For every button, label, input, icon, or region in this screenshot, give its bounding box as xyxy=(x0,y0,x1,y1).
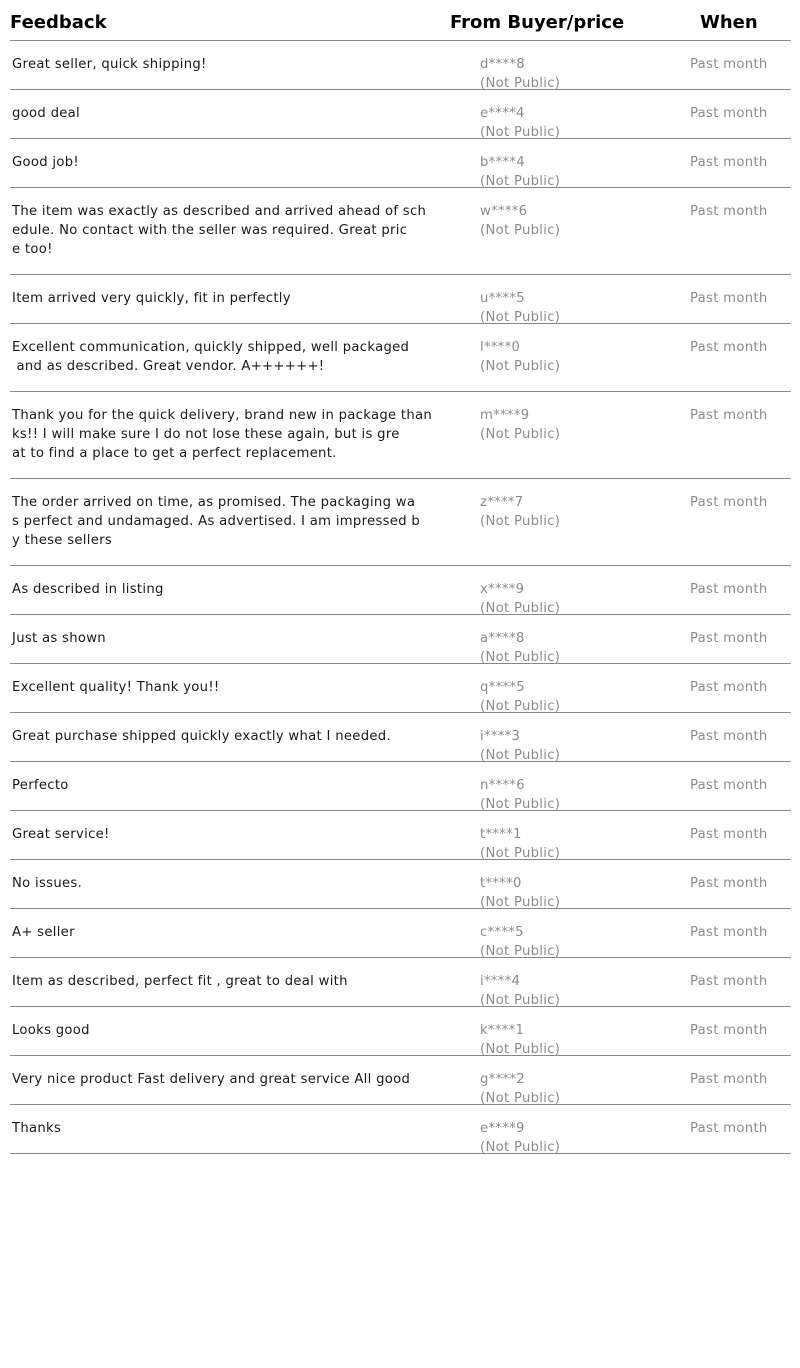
feedback-when: Past month xyxy=(690,680,768,695)
feedback-when: Past month xyxy=(690,1072,768,1087)
price-visibility: (Not Public) xyxy=(480,650,561,665)
table-row xyxy=(10,762,791,811)
feedback-when: Past month xyxy=(690,155,768,170)
feedback-comment: A+ seller xyxy=(12,925,75,940)
column-header-buyer: From Buyer/price xyxy=(450,12,625,33)
column-header-when: When xyxy=(700,12,758,33)
feedback-comment: Excellent quality! Thank you!! xyxy=(12,680,220,695)
price-visibility: (Not Public) xyxy=(480,895,561,910)
table-row xyxy=(10,664,791,713)
table-row xyxy=(10,1105,791,1154)
price-visibility: (Not Public) xyxy=(480,223,561,238)
buyer-name: x****9 xyxy=(480,582,525,597)
feedback-comment: No issues. xyxy=(12,876,83,891)
table-row xyxy=(10,324,791,392)
price-visibility: (Not Public) xyxy=(480,1042,561,1057)
feedback-comment: Good job! xyxy=(12,155,80,170)
table-row xyxy=(10,958,791,1007)
feedback-when: Past month xyxy=(690,876,768,891)
buyer-name: i****3 xyxy=(480,729,521,744)
buyer-cell xyxy=(480,338,560,376)
price-visibility: (Not Public) xyxy=(480,797,561,812)
buyer-name: c****5 xyxy=(480,925,524,940)
table-row xyxy=(10,392,791,479)
feedback-when: Past month xyxy=(690,1023,768,1038)
price-visibility: (Not Public) xyxy=(480,359,561,374)
feedback-comment: good deal xyxy=(12,106,80,121)
feedback-when: Past month xyxy=(690,729,768,744)
table-header xyxy=(10,0,791,41)
table-row xyxy=(10,188,791,275)
table-row xyxy=(10,1056,791,1105)
feedback-comment: Great purchase shipped quickly exactly what I needed. xyxy=(12,729,391,744)
buyer-name: e****4 xyxy=(480,106,525,121)
price-visibility: (Not Public) xyxy=(480,699,561,714)
buyer-name: b****4 xyxy=(480,155,525,170)
buyer-cell xyxy=(480,153,560,191)
price-visibility: (Not Public) xyxy=(480,125,561,140)
feedback-comment: The item was exactly as described and arrived ahead of sch edule. No contact with the seller was required. Great pric e too! xyxy=(12,204,427,257)
price-visibility: (Not Public) xyxy=(480,993,561,1008)
buyer-name: a****8 xyxy=(480,631,525,646)
feedback-rows xyxy=(10,41,791,1154)
buyer-name: n****6 xyxy=(480,778,525,793)
price-visibility: (Not Public) xyxy=(480,1140,561,1155)
feedback-comment: Item as described, perfect fit , great to deal with xyxy=(12,974,348,989)
feedback-when: Past month xyxy=(690,974,768,989)
column-header-feedback: Feedback xyxy=(10,12,107,33)
feedback-comment: Just as shown xyxy=(12,631,106,646)
feedback-comment: Perfecto xyxy=(12,778,69,793)
feedback-when: Past month xyxy=(690,57,768,72)
buyer-cell xyxy=(480,104,560,142)
feedback-comment: Thanks xyxy=(12,1121,62,1136)
price-visibility: (Not Public) xyxy=(480,174,561,189)
feedback-comment: Great seller, quick shipping! xyxy=(12,57,207,72)
buyer-name: m****9 xyxy=(480,408,530,423)
buyer-cell xyxy=(480,972,560,1010)
feedback-when: Past month xyxy=(690,495,768,510)
buyer-name: t****0 xyxy=(480,876,522,891)
feedback-when: Past month xyxy=(690,778,768,793)
buyer-cell xyxy=(480,874,560,912)
table-row xyxy=(10,479,791,566)
buyer-cell xyxy=(480,825,560,863)
buyer-cell xyxy=(480,1119,560,1157)
buyer-cell xyxy=(480,406,560,444)
feedback-when: Past month xyxy=(690,582,768,597)
table-row xyxy=(10,90,791,139)
buyer-name: l****0 xyxy=(480,340,521,355)
feedback-table xyxy=(10,0,791,1154)
feedback-when: Past month xyxy=(690,106,768,121)
buyer-name: d****8 xyxy=(480,57,525,72)
feedback-comment: Thank you for the quick delivery, brand new in package than ks!! I will make sure I do not lose these again, but is gre at to find a place to get a perfect replacement. xyxy=(12,408,433,461)
buyer-name: z****7 xyxy=(480,495,524,510)
buyer-cell xyxy=(480,580,560,618)
feedback-comment: Very nice product Fast delivery and great service All good xyxy=(12,1072,411,1087)
table-row xyxy=(10,1007,791,1056)
price-visibility: (Not Public) xyxy=(480,748,561,763)
price-visibility: (Not Public) xyxy=(480,944,561,959)
feedback-comment: Looks good xyxy=(12,1023,90,1038)
table-row xyxy=(10,811,791,860)
buyer-name: w****6 xyxy=(480,204,528,219)
price-visibility: (Not Public) xyxy=(480,846,561,861)
table-row xyxy=(10,615,791,664)
price-visibility: (Not Public) xyxy=(480,514,561,529)
feedback-when: Past month xyxy=(690,827,768,842)
buyer-cell xyxy=(480,493,560,531)
feedback-when: Past month xyxy=(690,408,768,423)
buyer-name: e****9 xyxy=(480,1121,525,1136)
price-visibility: (Not Public) xyxy=(480,601,561,616)
feedback-comment: As described in listing xyxy=(12,582,164,597)
price-visibility: (Not Public) xyxy=(480,310,561,325)
buyer-cell xyxy=(480,678,560,716)
buyer-name: q****5 xyxy=(480,680,525,695)
buyer-cell xyxy=(480,923,560,961)
feedback-comment: Great service! xyxy=(12,827,110,842)
buyer-cell xyxy=(480,289,560,327)
buyer-name: k****1 xyxy=(480,1023,525,1038)
price-visibility: (Not Public) xyxy=(480,427,561,442)
feedback-when: Past month xyxy=(690,1121,768,1136)
table-row xyxy=(10,860,791,909)
buyer-name: g****2 xyxy=(480,1072,525,1087)
feedback-when: Past month xyxy=(690,204,768,219)
table-row xyxy=(10,275,791,324)
table-row xyxy=(10,713,791,762)
buyer-name: t****1 xyxy=(480,827,522,842)
price-visibility: (Not Public) xyxy=(480,1091,561,1106)
table-row xyxy=(10,909,791,958)
feedback-comment: Item arrived very quickly, fit in perfectly xyxy=(12,291,291,306)
price-visibility: (Not Public) xyxy=(480,76,561,91)
buyer-cell xyxy=(480,776,560,814)
feedback-when: Past month xyxy=(690,340,768,355)
feedback-when: Past month xyxy=(690,925,768,940)
buyer-cell xyxy=(480,727,560,765)
buyer-name: i****4 xyxy=(480,974,521,989)
buyer-cell xyxy=(480,629,560,667)
feedback-comment: The order arrived on time, as promised. The packaging wa s perfect and undamaged. As advertised. I am impressed b y these sellers xyxy=(12,495,421,548)
buyer-cell xyxy=(480,202,560,240)
table-row xyxy=(10,566,791,615)
buyer-cell xyxy=(480,55,560,93)
feedback-when: Past month xyxy=(690,631,768,646)
buyer-cell xyxy=(480,1070,560,1108)
table-row xyxy=(10,41,791,90)
buyer-name: u****5 xyxy=(480,291,525,306)
feedback-when: Past month xyxy=(690,291,768,306)
buyer-cell xyxy=(480,1021,560,1059)
table-row xyxy=(10,139,791,188)
feedback-comment: Excellent communication, quickly shipped, well packaged and as described. Great vendor. A++++++! xyxy=(12,340,410,374)
